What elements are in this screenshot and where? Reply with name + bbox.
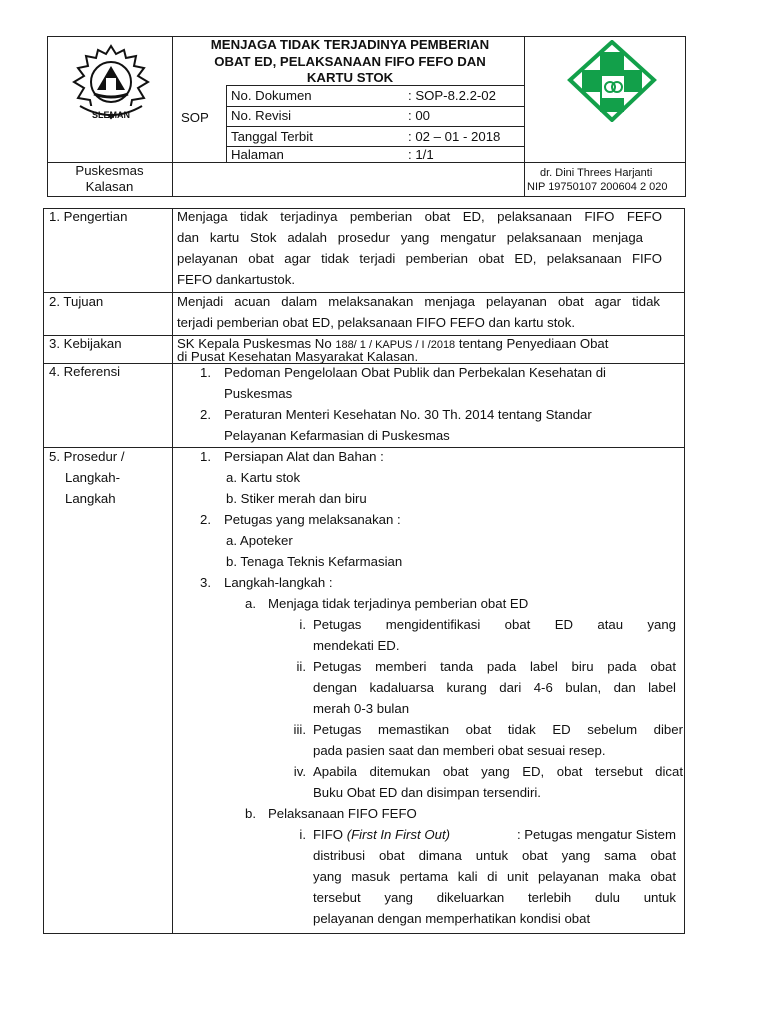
step-2-number: 2. <box>200 512 211 527</box>
title-line-3: KARTU STOK <box>306 70 394 85</box>
tujuan-line-2: terjadi pemberian obat ED, pelaksanaan FIFO FEFO dan kartu stok. <box>177 315 576 330</box>
fifo-expansion: (First In First Out) <box>346 827 451 842</box>
signer-nip: NIP 19750107 200604 2 020 <box>527 181 668 193</box>
step-1-text: Persiapan Alat dan Bahan : <box>224 449 384 464</box>
title-line-1: MENJAGA TIDAK TERJADINYA PEMBERIAN <box>210 37 490 52</box>
step-1-item-a: a. Kartu stok <box>226 470 301 485</box>
step-3-number: 3. <box>200 575 211 590</box>
roman-i-line-1: Petugas mengidentifikasi obat ED atau yang <box>313 617 676 632</box>
roman-iii-number: iii. <box>293 722 306 737</box>
pengertian-line-1: Menjaga tidak terjadinya pemberian obat ED, pelaksanaan FIFO FEFO <box>177 209 662 224</box>
roman-iii-line-2: pada pasien saat dan memberi obat sesuai resep. <box>313 743 606 758</box>
pengertian-line-2: dan kartu Stok adalah prosedur yang mengatur pelaksanaan menjaga <box>177 230 643 245</box>
step-3-text: Langkah-langkah : <box>224 575 333 590</box>
sop-label: SOP <box>181 110 209 125</box>
fifo-line-3: yang masuk pertama kali di unit pelayanan maka obat <box>313 869 676 884</box>
roman-ii-line-2: dengan kadaluarsa kurang dari 4-6 bulan, dan label <box>313 680 676 695</box>
signer-name: dr. Dini Threes Harjanti <box>540 167 653 179</box>
meta-label-tanggal-terbit: Tanggal Terbit <box>231 129 313 144</box>
section-label-prosedur-line-3: Langkah <box>65 491 116 506</box>
fifo-line-1 <box>313 827 676 843</box>
step-2-item-b: b. Tenaga Teknis Kefarmasian <box>226 554 403 569</box>
meta-value-no-revisi: : 00 <box>408 108 430 123</box>
kebijakan-sk-subject: tentang Penyediaan Obat <box>455 336 609 351</box>
section-label-referensi: 4. Referensi <box>49 364 121 379</box>
section-label-tujuan: 2. Tujuan <box>49 294 104 309</box>
meta-label-no-revisi: No. Revisi <box>231 108 292 123</box>
step-2-item-a: a. Apoteker <box>226 533 293 548</box>
svg-text:SLEMAN: SLEMAN <box>92 110 130 120</box>
referensi-item-2-number: 2. <box>200 407 211 422</box>
fifo-line-2: distribusi obat dimana untuk obat yang sama obat <box>313 848 676 863</box>
section-label-kebijakan: 3. Kebijakan <box>49 336 122 351</box>
sleman-logo <box>66 44 156 126</box>
section-label-prosedur-line-2: Langkah- <box>65 470 120 485</box>
referensi-item-1-line-2: Puskesmas <box>224 386 293 401</box>
meta-label-halaman: Halaman <box>231 147 284 162</box>
referensi-item-1-line-1: Pedoman Pengelolaan Obat Publik dan Perbekalan Kesehatan di <box>224 365 606 380</box>
fifo-number: i. <box>299 827 306 842</box>
roman-ii-number: ii. <box>296 659 306 674</box>
pengertian-line-3: pelayanan obat agar tidak terjadi pemberian obat ED, pelaksanaan FIFO <box>177 251 662 266</box>
step-1-item-b: b. Stiker merah dan biru <box>226 491 367 506</box>
sub-b-text: Pelaksanaan FIFO FEFO <box>268 806 417 821</box>
roman-ii-line-1: Petugas memberi tanda pada label biru pada obat <box>313 659 676 674</box>
org-name-line-1: Puskesmas <box>75 163 144 178</box>
pengertian-line-4: FEFO dankartustok. <box>177 272 295 287</box>
roman-iii-line-1: Petugas memastikan obat tidak ED sebelum diber <box>313 722 683 737</box>
fifo-rest: : Petugas mengatur Sistem <box>516 827 676 842</box>
fifo-line-4: tersebut yang dikeluarkan terlebih dulu untuk <box>313 890 676 905</box>
referensi-item-2-line-2: Pelayanan Kefarmasian di Puskesmas <box>224 428 450 443</box>
roman-iv-number: iv. <box>293 764 306 779</box>
roman-iv-line-2: Buku Obat ED dan disimpan tersendiri. <box>313 785 541 800</box>
referensi-item-1-number: 1. <box>200 365 211 380</box>
title-line-2: OBAT ED, PELAKSANAAN FIFO FEFO DAN <box>214 53 486 69</box>
fifo-lead <box>313 827 450 843</box>
meta-value-no-dokumen: : SOP-8.2.2-02 <box>408 88 496 103</box>
sub-a-text: Menjaga tidak terjadinya pemberian obat ED <box>268 596 529 611</box>
document-title <box>176 37 524 87</box>
section-label-prosedur-line-1: 5. Prosedur / <box>49 449 125 464</box>
org-name-line-2: Kalasan <box>85 179 134 194</box>
fifo-line-5: pelayanan dengan memperhatikan kondisi obat <box>313 911 591 926</box>
puskesmas-logo <box>562 40 662 122</box>
tujuan-line-1: Menjadi acuan dalam melaksanakan menjaga pelayanan obat agar tidak <box>177 294 660 309</box>
step-2-text: Petugas yang melaksanakan : <box>224 512 401 527</box>
referensi-item-2-line-1: Peraturan Menteri Kesehatan No. 30 Th. 2014 tentang Standar <box>224 407 592 422</box>
meta-label-no-dokumen: No. Dokumen <box>231 88 312 103</box>
roman-ii-line-3: merah 0-3 bulan <box>313 701 410 716</box>
fifo-term: FIFO <box>313 827 347 842</box>
step-1-number: 1. <box>200 449 211 464</box>
kebijakan-sk-number: 188/ 1 / KAPUS / I /2018 <box>335 339 456 351</box>
meta-value-tanggal-terbit: : 02 – 01 - 2018 <box>408 129 501 144</box>
roman-i-line-2: mendekati ED. <box>313 638 400 653</box>
kebijakan-line-2: di Pusat Kesehatan Masyarakat Kalasan. <box>177 349 419 364</box>
roman-i-number: i. <box>299 617 306 632</box>
section-label-pengertian: 1. Pengertian <box>49 209 128 224</box>
kebijakan-sk-text: SK Kepala Puskesmas No <box>177 336 336 351</box>
roman-iv-line-1: Apabila ditemukan obat yang ED, obat tersebut dicat <box>313 764 683 779</box>
sub-b-number: b. <box>245 806 256 821</box>
meta-value-halaman: : 1/1 <box>408 147 434 162</box>
sub-a-number: a. <box>245 596 256 611</box>
